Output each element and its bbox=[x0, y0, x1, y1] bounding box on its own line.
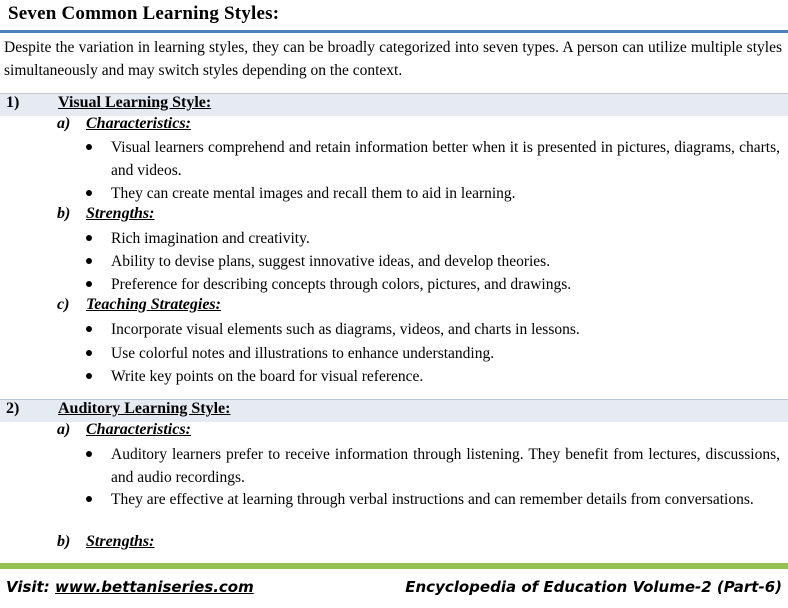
section-heading: Visual Learning Style: bbox=[58, 94, 212, 111]
bullet-text: Ability to devise plans, suggest innovative ideas, and develop theories. bbox=[111, 253, 551, 270]
subsection-label: b) bbox=[57, 205, 71, 222]
section-heading: Auditory Learning Style: bbox=[58, 400, 231, 417]
bullet-text: Preference for describing concepts through colors, pictures, and drawings. bbox=[111, 276, 572, 293]
section-number: 2) bbox=[6, 400, 20, 417]
bullet-icon bbox=[86, 190, 92, 196]
footer-visit-label: Visit: bbox=[6, 578, 50, 596]
title-divider bbox=[0, 30, 788, 33]
bullet-icon bbox=[86, 281, 92, 287]
bullet-icon bbox=[86, 235, 92, 241]
intro-paragraph: Despite the variation in learning styles, they can be broadly categorized into seven types. A person can utilize multiple styles simultaneously and may switch styles depending on the context. bbox=[4, 39, 782, 79]
bullet-icon bbox=[86, 496, 92, 502]
bullet-text: Rich imagination and creativity. bbox=[111, 230, 310, 247]
footer-book-title: Encyclopedia of Education Volume-2 (Part-6) bbox=[405, 578, 782, 596]
subsection-label: b) bbox=[57, 533, 71, 550]
subsection-heading bbox=[57, 533, 154, 551]
bullet-icon bbox=[86, 258, 92, 264]
subsection-title: Characteristics: bbox=[86, 421, 191, 438]
subsection-heading bbox=[57, 115, 191, 133]
bullet-text: They are effective at learning through verbal instructions and can remember details from conversations. bbox=[111, 491, 754, 508]
bullet-icon bbox=[86, 373, 92, 379]
section-number: 1) bbox=[6, 94, 20, 111]
subsection-heading bbox=[57, 205, 154, 223]
subsection-heading bbox=[57, 296, 221, 314]
bullet-icon bbox=[86, 350, 92, 356]
bullet-icon bbox=[86, 326, 92, 332]
subsection-label: c) bbox=[57, 296, 70, 313]
bullet-text: Incorporate visual elements such as diagrams, videos, and charts in lessons. bbox=[111, 321, 580, 338]
bullet-text: Write key points on the board for visual reference. bbox=[111, 368, 424, 385]
bullet-icon bbox=[86, 144, 92, 150]
subsection-label: a) bbox=[57, 115, 71, 132]
subsection-title: Strengths: bbox=[86, 205, 155, 222]
subsection-label: a) bbox=[57, 421, 71, 438]
bullet-icon bbox=[86, 451, 92, 457]
bullet-text: They can create mental images and recall them to aid in learning. bbox=[111, 185, 516, 202]
bullet-text: Use colorful notes and illustrations to enhance understanding. bbox=[111, 345, 495, 362]
page-title: Seven Common Learning Styles: bbox=[8, 3, 280, 24]
footer-url-link[interactable]: www.bettaniseries.com bbox=[54, 578, 254, 596]
bullet-text: Visual learners comprehend and retain information better when it is presented in pictures, diagrams, charts, and videos. bbox=[111, 139, 780, 179]
bullet-text: Auditory learners prefer to receive information through listening. They benefit from lectures, discussions, and audio recordings. bbox=[111, 446, 780, 486]
subsection-title: Teaching Strategies: bbox=[86, 296, 221, 313]
subsection-heading bbox=[57, 421, 191, 439]
subsection-title: Characteristics: bbox=[86, 115, 191, 132]
subsection-title: Strengths: bbox=[86, 533, 155, 550]
footer-visit bbox=[6, 578, 254, 596]
footer-divider bbox=[0, 563, 788, 569]
